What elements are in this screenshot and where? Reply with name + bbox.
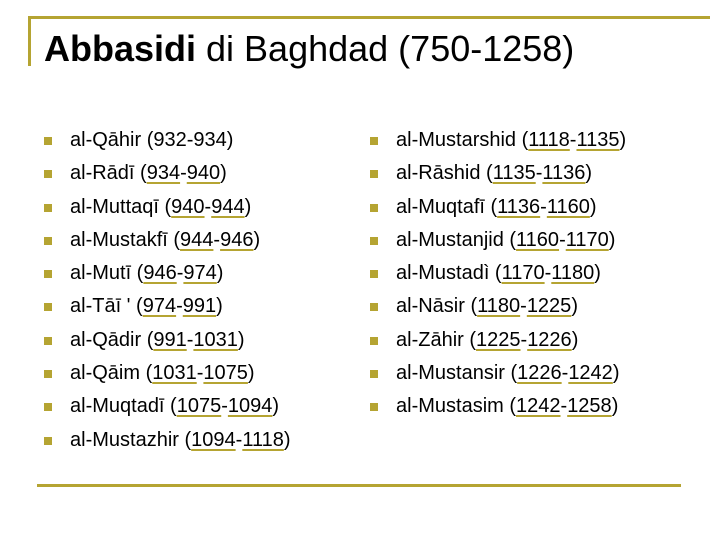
reign-close: )	[608, 228, 616, 251]
caliph-list-left	[44, 124, 291, 457]
caliph-name: al-Mustakfī (	[70, 228, 181, 251]
caliph-list-item	[44, 324, 291, 357]
reign-end: 1118	[242, 428, 284, 451]
reign-end: 946	[220, 228, 254, 251]
reign-end: 1160	[546, 195, 590, 218]
reign-start: 932	[153, 129, 187, 151]
caliph-list-item	[44, 424, 291, 457]
caliph-list-item	[370, 257, 626, 290]
square-bullet-icon	[370, 237, 378, 245]
reign-separator: -	[544, 262, 552, 285]
square-bullet-icon	[370, 303, 378, 311]
reign-separator: -	[560, 395, 568, 418]
caliph-name: al-Tāī ' (	[70, 295, 143, 318]
reign-close: )	[216, 295, 223, 318]
caliph-list-item	[44, 290, 291, 323]
square-bullet-icon	[44, 303, 52, 311]
reign-separator: -	[176, 262, 184, 285]
reign-start: 991	[153, 328, 187, 351]
reign-start: 934	[146, 162, 181, 185]
reign-separator: -	[520, 295, 527, 318]
frame-bottom-line	[37, 484, 681, 487]
reign-close: )	[247, 362, 255, 385]
frame-left-line	[28, 16, 31, 66]
caliph-list-item	[370, 324, 626, 357]
square-bullet-icon	[44, 403, 52, 411]
caliph-name: al-Muqtafī (	[396, 195, 498, 218]
caliph-name: al-Qādir (	[70, 328, 154, 351]
reign-end: 1170	[565, 228, 609, 251]
reign-start: 944	[180, 228, 214, 251]
reign-start: 1226	[517, 362, 562, 385]
square-bullet-icon	[370, 170, 378, 178]
square-bullet-icon	[44, 137, 52, 145]
reign-end: 944	[211, 195, 245, 218]
reign-close: )	[585, 162, 593, 185]
square-bullet-icon	[44, 370, 52, 378]
reign-close: )	[216, 262, 224, 285]
square-bullet-icon	[370, 137, 378, 145]
caliph-name: al-Mustarshid (	[396, 129, 529, 151]
reign-close: )	[244, 195, 252, 218]
reign-separator: -	[520, 328, 528, 351]
reign-start: 940	[171, 195, 205, 218]
reign-end: 1031	[193, 328, 238, 351]
caliph-name: al-Mustanjid (	[396, 228, 517, 251]
reign-separator: -	[221, 395, 228, 418]
caliph-name: al-Muttaqī (	[70, 195, 172, 218]
reign-start: 946	[143, 262, 177, 285]
reign-end: 1242	[568, 362, 613, 385]
square-bullet-icon	[44, 237, 52, 245]
caliph-name: al-Nāsir (	[396, 295, 478, 318]
frame-top-line	[28, 16, 710, 19]
caliph-name: al-Qāhir (	[70, 129, 154, 151]
caliph-name: al-Mutī (	[70, 262, 144, 285]
caliph-name: al-Mustadì (	[396, 262, 502, 285]
caliph-name: al-Mustasim (	[396, 395, 517, 418]
reign-end: 1226	[527, 328, 572, 351]
reign-start: 1225	[476, 328, 521, 351]
reign-close: )	[589, 195, 597, 218]
caliph-list-item	[44, 390, 291, 423]
reign-end: 1225	[526, 295, 572, 318]
reign-close: )	[571, 328, 579, 351]
reign-start: 1242	[516, 395, 561, 418]
square-bullet-icon	[44, 270, 52, 278]
square-bullet-icon	[44, 437, 52, 445]
reign-separator: -	[204, 195, 212, 218]
reign-end: 1258	[567, 395, 612, 418]
slide-title-rest: di Baghdad (750-1258)	[196, 28, 575, 69]
square-bullet-icon	[370, 270, 378, 278]
reign-close: )	[220, 162, 227, 185]
caliph-name: al-Mustazhir (	[70, 428, 192, 451]
square-bullet-icon	[44, 170, 52, 178]
reign-separator: -	[213, 228, 221, 251]
reign-start: 1094	[191, 428, 236, 451]
reign-end: 1136	[542, 162, 586, 185]
reign-close: )	[571, 295, 578, 318]
caliph-name: al-Muqtadī (	[70, 395, 177, 418]
caliph-name: al-Zāhir (	[396, 328, 477, 351]
reign-separator: -	[186, 328, 194, 351]
caliph-list-item	[44, 357, 291, 390]
reign-separator: -	[176, 295, 183, 318]
reign-separator: -	[180, 162, 187, 185]
reign-close: )	[594, 262, 601, 285]
caliph-name: al-Qāim (	[70, 362, 153, 385]
reign-end: 991	[182, 295, 217, 318]
reign-close: )	[237, 328, 245, 351]
reign-separator: -	[559, 228, 566, 251]
reign-end: 1075	[203, 362, 248, 385]
square-bullet-icon	[370, 403, 378, 411]
reign-start: 1118	[528, 129, 570, 151]
reign-start: 1170	[501, 262, 545, 285]
reign-end: 1180	[551, 262, 595, 285]
caliph-name: al-Mustansir (	[396, 362, 518, 385]
caliph-list-item	[44, 224, 291, 257]
reign-end: 940	[186, 162, 221, 185]
reign-close: )	[611, 395, 619, 418]
reign-separator: -	[569, 129, 577, 151]
reign-start: 974	[142, 295, 177, 318]
square-bullet-icon	[44, 337, 52, 345]
caliph-list-item	[370, 124, 626, 157]
reign-start: 1180	[477, 295, 521, 318]
reign-separator: -	[561, 362, 569, 385]
caliph-name: al-Rādī (	[70, 162, 147, 185]
reign-separator: -	[535, 162, 543, 185]
reign-close: )	[226, 129, 234, 151]
reign-separator: -	[186, 129, 194, 151]
reign-start: 1135	[492, 162, 536, 185]
reign-start: 1160	[516, 228, 560, 251]
caliph-list-item	[370, 191, 626, 224]
reign-close: )	[612, 362, 620, 385]
reign-close: )	[619, 129, 627, 151]
caliph-list-right	[370, 124, 626, 424]
reign-separator: -	[540, 195, 547, 218]
reign-start: 1075	[176, 395, 222, 418]
caliph-list-item	[370, 224, 626, 257]
caliph-list-item	[44, 157, 291, 190]
reign-end: 974	[183, 262, 217, 285]
reign-separator: -	[235, 428, 243, 451]
caliph-list-item	[370, 357, 626, 390]
reign-end: 1135	[576, 129, 620, 151]
reign-close: )	[253, 228, 261, 251]
square-bullet-icon	[370, 337, 378, 345]
reign-start: 1031	[152, 362, 197, 385]
slide-title	[44, 24, 574, 74]
reign-end: 1094	[227, 395, 273, 418]
reign-end: 934	[193, 129, 227, 151]
caliph-list-item	[370, 390, 626, 423]
caliph-list-item	[44, 124, 291, 157]
reign-close: )	[272, 395, 280, 418]
caliph-list-item	[370, 157, 626, 190]
slide-title-bold: Abbasidi	[44, 28, 197, 69]
square-bullet-icon	[370, 204, 378, 212]
caliph-name: al-Rāshid (	[396, 162, 493, 185]
caliph-list-item	[370, 290, 626, 323]
reign-start: 1136	[497, 195, 541, 218]
square-bullet-icon	[44, 204, 52, 212]
caliph-list-item	[44, 191, 291, 224]
caliph-list-item	[44, 257, 291, 290]
square-bullet-icon	[370, 370, 378, 378]
reign-separator: -	[196, 362, 204, 385]
reign-close: )	[283, 428, 291, 451]
